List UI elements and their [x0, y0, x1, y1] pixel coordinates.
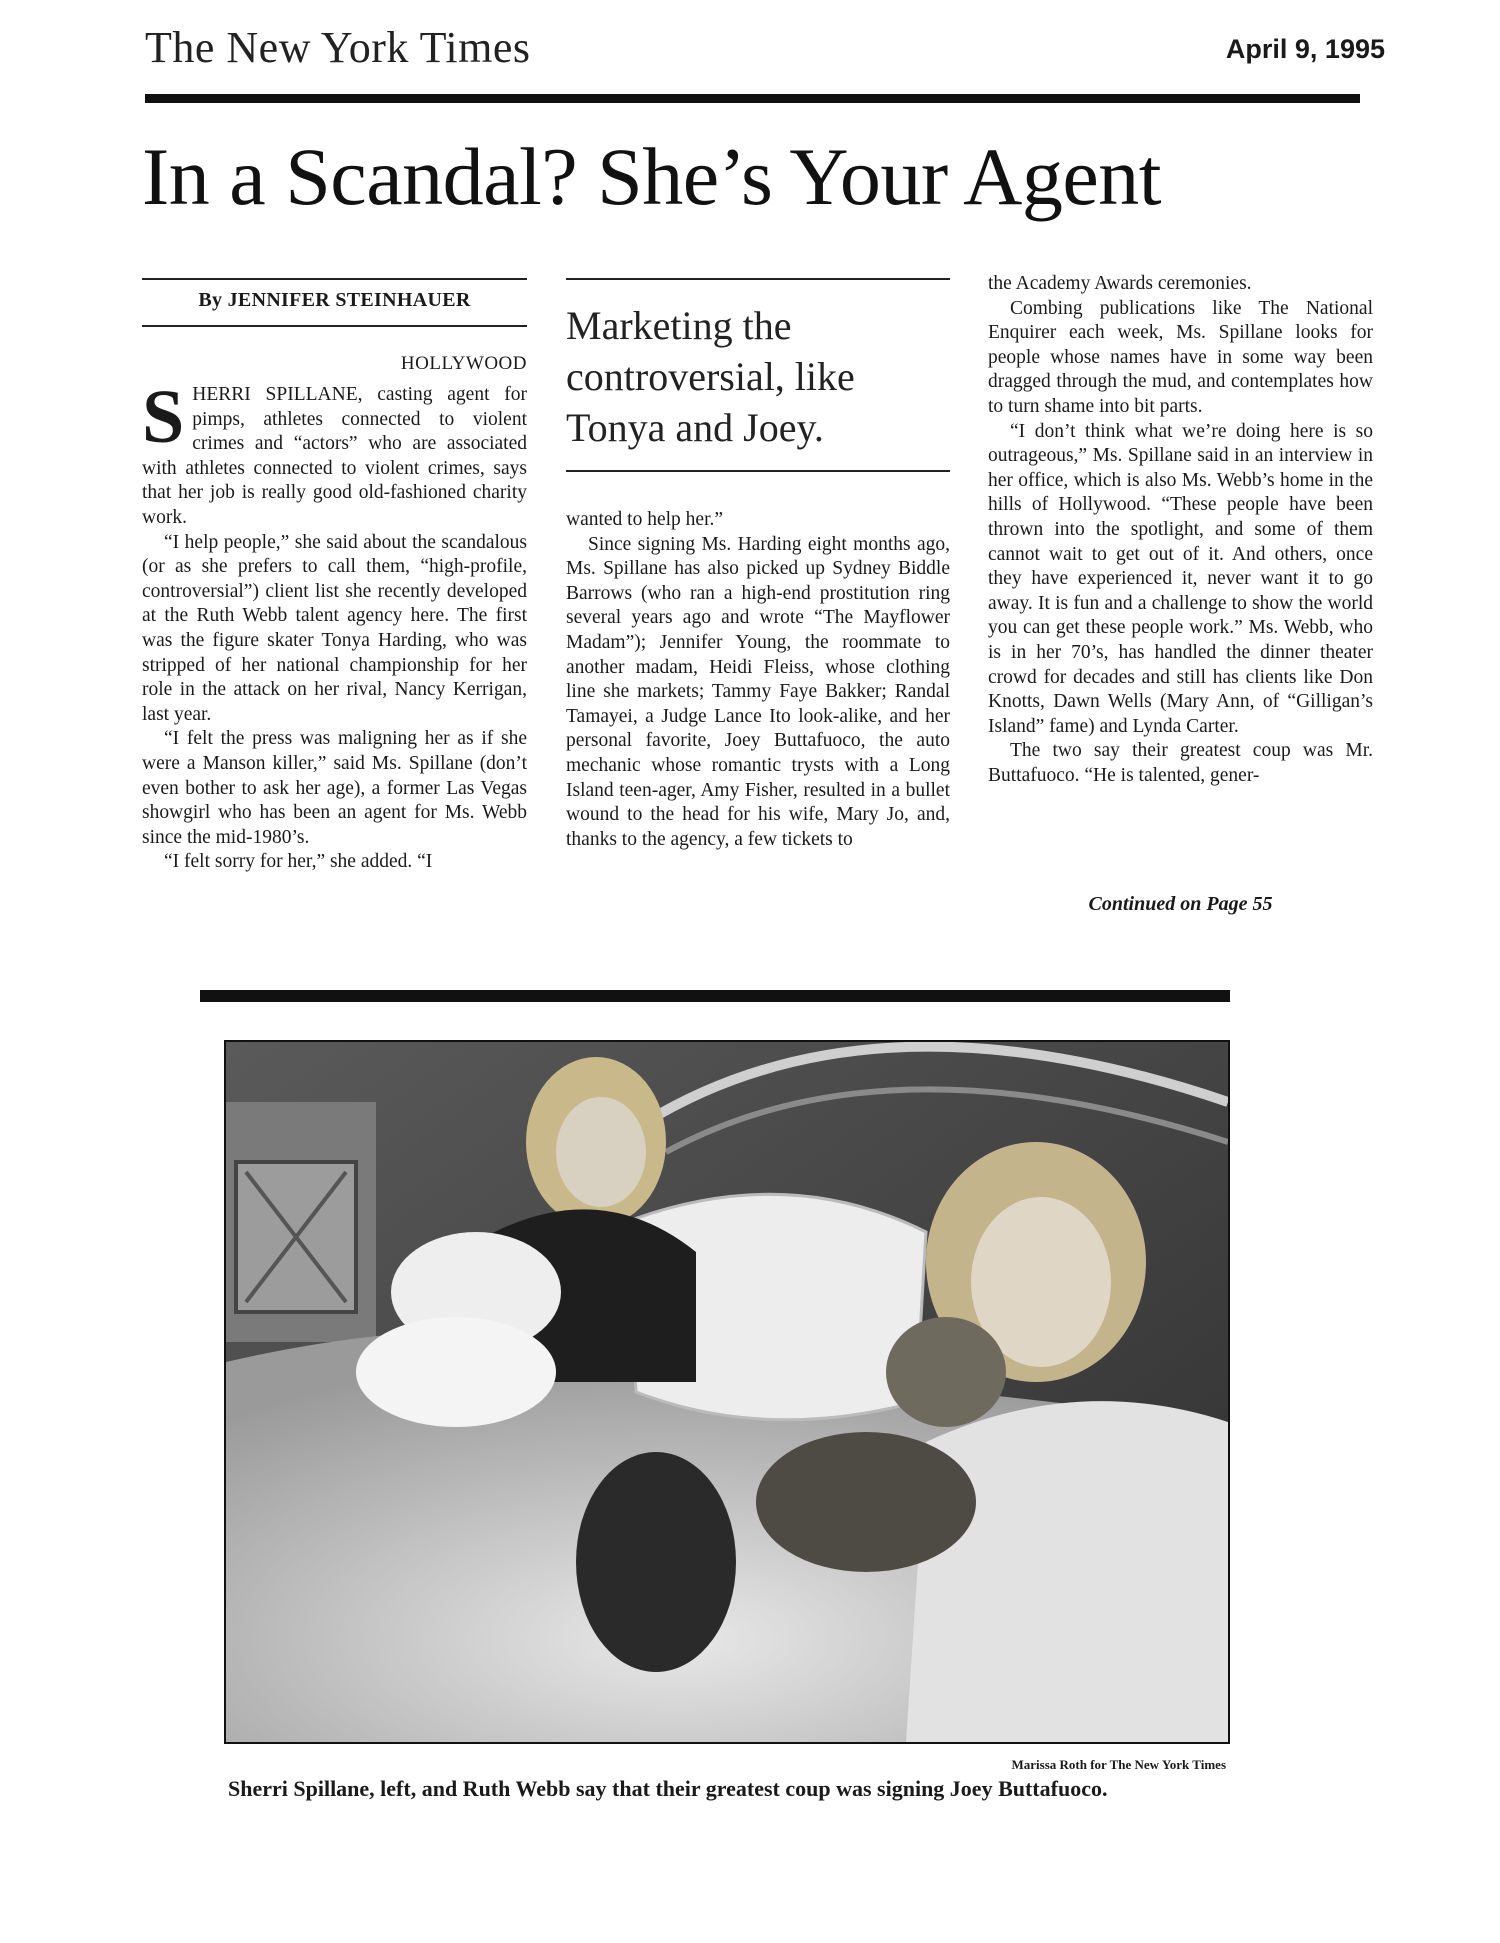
article-paragraph: the Academy Awards ceremonies. — [988, 273, 1252, 294]
byline: By JENNIFER STEINHAUER — [198, 289, 471, 311]
article-paragraph: The two say their greatest coup was Mr. Buttafuoco. “He is talented, gener- — [988, 740, 1373, 786]
article-column-3 — [988, 272, 1373, 788]
article-paragraph: Since signing Ms. Harding eight months ago, Ms. Spillane has also picked up Sydney Biddle Barrows (who ran a high-end prostitution ring several years ago and wrote “The Mayflower Madam”); Jennifer Young, the roommate to another madam, Heidi Fleiss, whose clothing line she markets; Tammy Faye Bakker; Randal Tamayei, a Judge Lance Ito look-alike, and her personal favorite, Joey Buttafuoco, the auto mechanic whose romantic trysts with a Long Island teen-ager, Amy Fisher, resulted in a bullet wound to the head for his wife, Mary Jo, and, thanks to the agency, a few tickets to — [566, 533, 950, 850]
article-column-2 — [566, 508, 950, 852]
byline-bottom-rule — [142, 325, 527, 327]
publication-date: April 9, 1995 — [1225, 34, 1385, 64]
masthead: The New York Times — [145, 23, 531, 72]
pullquote-top-rule — [566, 278, 950, 280]
article-column-1 — [142, 355, 527, 875]
article-paragraph: Combing publications like The National Enquirer each week, Ms. Spillane looks for people whose names have in some way been dragged through the mud, and contemplates how to turn shame into bit parts. — [988, 297, 1373, 417]
article-paragraph: “I help people,” she said about the scandalous (or as she prefers to call them, “high-profile, controversial”) client list she recently developed at the Ruth Webb talent agency here. The first was the figure skater Tonya Harding, who was stripped of her national championship for her role in the attack on her rival, Nancy Kerrigan, last year. — [142, 531, 527, 725]
drop-cap: S — [142, 375, 185, 459]
article-paragraph: “I don’t think what we’re doing here is so outrageous,” Ms. Spillane said in an interview in her office, which is also Ms. Webb’s home in the hills of Hollywood. “These people have been thrown into the spotlight, and some of them cannot wait to get out of it. And others, once they have experienced it, never want it to go away. It is fun and a challenge to show the world you can get these people work.” Ms. Webb, who is in her 70’s, has handled the dinner theater crowd for decades and still has clients like Don Knotts, Dawn Wells (Mary Ann, of “Gilligan’s Island” fame) and Lynda Carter. — [988, 420, 1373, 737]
continued-jump-line: Continued on Page 55 — [1088, 893, 1273, 915]
article-paragraph: SHERRI SPILLANE, casting agent for pimps, athletes connected to violent crimes and “actors” who are associated with athletes connected to violent crimes, says that her job is really good old-fashioned charity work. — [142, 375, 527, 528]
photo-top-rule — [200, 990, 1230, 1002]
masthead-rule — [145, 94, 1360, 103]
photo-illustration — [226, 1042, 1228, 1742]
article-paragraph: “I felt the press was maligning her as if she were a Manson killer,” said Ms. Spillane (don’t even bother to ask her age), a former Las Vegas showgirl who has been an agent for Ms. Webb since the mid-1980’s. — [142, 728, 527, 848]
photo-credit: Marissa Roth for The New York Times — [1011, 1757, 1226, 1772]
photo-caption: Sherri Spillane, left, and Ruth Webb say that their greatest coup was signing Joey Buttafuoco. — [228, 1776, 1108, 1801]
byline-top-rule — [142, 278, 527, 280]
pullquote-bottom-rule — [566, 470, 950, 472]
location-dateline: HOLLYWOOD — [400, 353, 527, 374]
headline: In a Scandal? She’s Your Agent — [142, 131, 1162, 222]
pull-quote: Marketing the controversial, like Tonya and Joey. — [566, 303, 855, 450]
article-paragraph: wanted to help her.” — [566, 509, 724, 530]
article-paragraph: “I felt sorry for her,” she added. “I — [164, 851, 433, 873]
news-photo — [224, 1040, 1230, 1744]
